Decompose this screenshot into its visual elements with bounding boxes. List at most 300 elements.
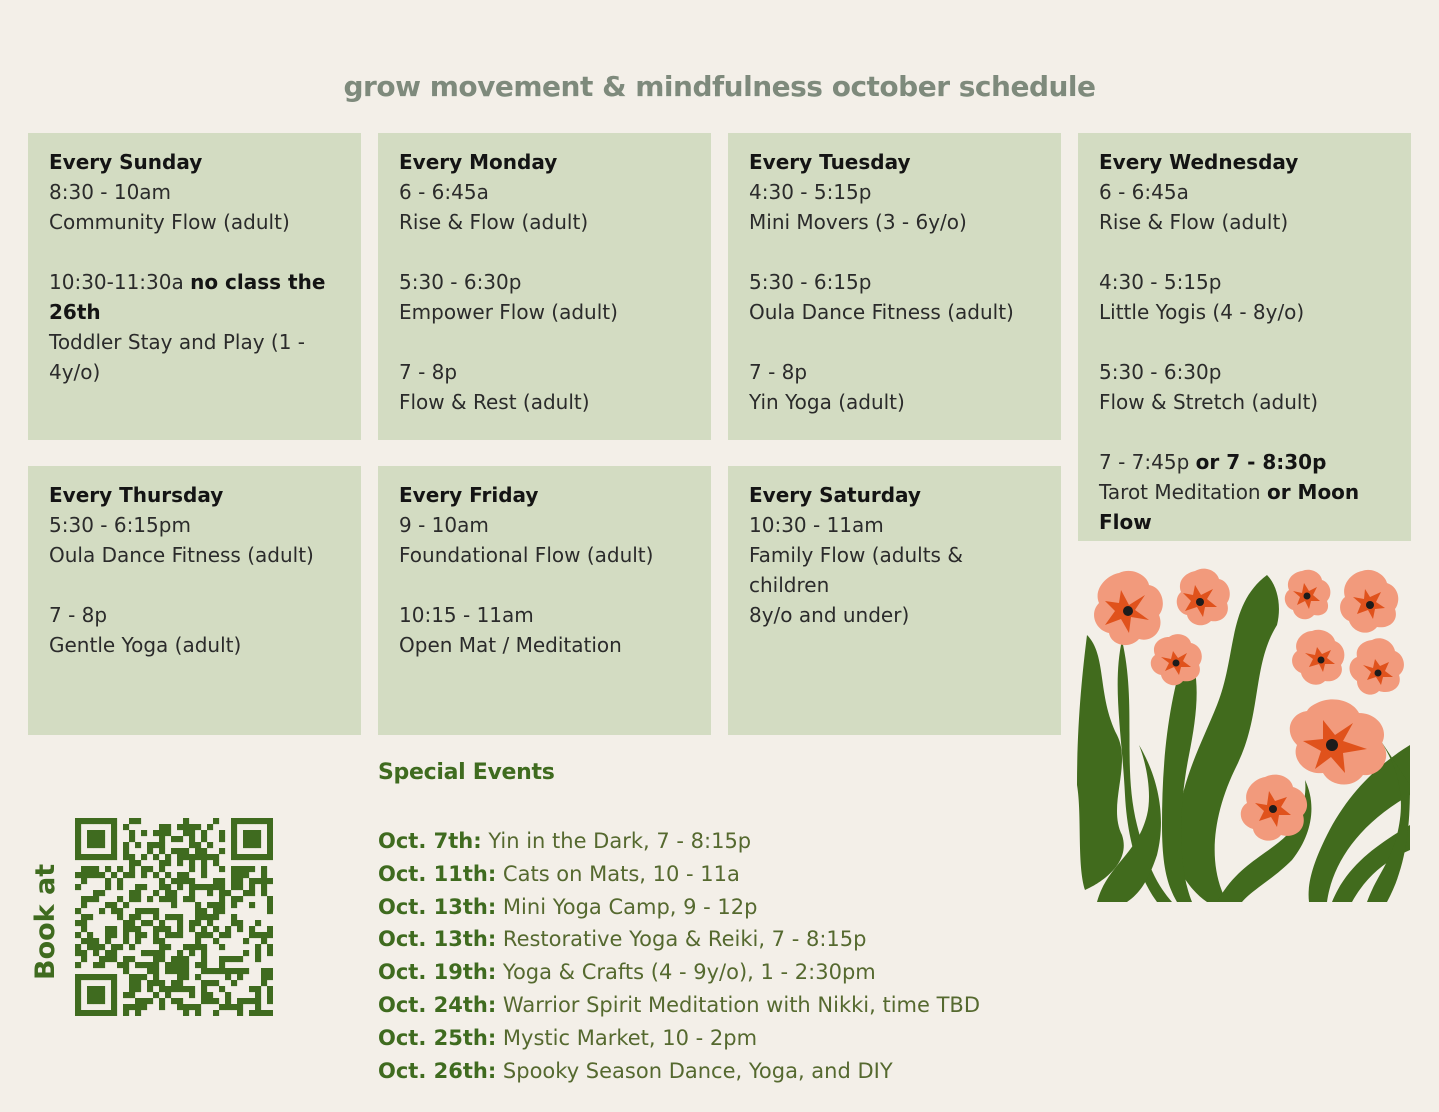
qr-module	[231, 968, 237, 974]
qr-module	[207, 914, 213, 920]
qr-module	[93, 950, 99, 956]
qr-module	[135, 962, 141, 968]
qr-module	[165, 932, 171, 938]
event-item	[378, 989, 980, 1022]
qr-module	[219, 1004, 225, 1010]
qr-module	[201, 848, 207, 854]
qr-module	[81, 902, 87, 908]
qr-module	[129, 992, 135, 998]
qr-module	[165, 860, 171, 866]
schedule-text: 10:30-11:30a	[49, 270, 191, 294]
qr-module	[141, 998, 147, 1004]
qr-module	[201, 968, 207, 974]
schedule-text: Tarot Meditation	[1099, 480, 1267, 504]
qr-module	[237, 818, 243, 824]
qr-module	[195, 842, 201, 848]
qr-module	[237, 872, 243, 878]
qr-module	[249, 854, 255, 860]
qr-code-icon[interactable]	[75, 818, 273, 1016]
qr-module	[225, 956, 231, 962]
qr-module	[213, 884, 219, 890]
qr-module	[207, 854, 213, 860]
qr-module	[75, 824, 81, 830]
schedule-line	[399, 510, 691, 540]
qr-module	[177, 962, 183, 968]
qr-module	[267, 842, 273, 848]
qr-module	[105, 902, 111, 908]
schedule-text: 9 - 10am	[399, 513, 489, 537]
qr-module	[87, 830, 93, 836]
schedule-text: 5:30 - 6:30p	[399, 270, 522, 294]
qr-module	[159, 944, 165, 950]
qr-module	[141, 1004, 147, 1010]
qr-module	[195, 854, 201, 860]
qr-module	[219, 962, 225, 968]
qr-module	[135, 998, 141, 1004]
qr-module	[261, 968, 267, 974]
qr-module	[153, 932, 159, 938]
qr-module	[267, 836, 273, 842]
qr-module	[201, 884, 207, 890]
day-heading: Every Friday	[399, 483, 539, 507]
qr-module	[243, 950, 249, 956]
event-item	[378, 1055, 980, 1088]
qr-module	[195, 920, 201, 926]
qr-module	[87, 842, 93, 848]
qr-module	[147, 896, 153, 902]
qr-module	[147, 842, 153, 848]
qr-module	[249, 866, 255, 872]
qr-module	[231, 878, 237, 884]
qr-module	[123, 938, 129, 944]
qr-module	[201, 950, 207, 956]
qr-module	[219, 932, 225, 938]
qr-module	[135, 818, 141, 824]
qr-module	[123, 872, 129, 878]
qr-module	[165, 926, 171, 932]
qr-module	[147, 866, 153, 872]
qr-module	[183, 968, 189, 974]
qr-module	[135, 974, 141, 980]
qr-module	[249, 830, 255, 836]
qr-module	[159, 980, 165, 986]
qr-module	[267, 902, 273, 908]
qr-module	[159, 878, 165, 884]
qr-module	[171, 914, 177, 920]
event-date: Oct. 26th:	[378, 1058, 497, 1083]
qr-module	[141, 908, 147, 914]
qr-module	[87, 914, 93, 920]
qr-module	[177, 914, 183, 920]
qr-module	[177, 824, 183, 830]
qr-module	[231, 980, 237, 986]
qr-module	[81, 974, 87, 980]
qr-module	[195, 938, 201, 944]
schedule-text: Rise & Flow (adult)	[1099, 210, 1289, 234]
qr-module	[213, 980, 219, 986]
qr-module	[249, 932, 255, 938]
qr-module	[213, 854, 219, 860]
qr-module	[195, 1004, 201, 1010]
qr-module	[207, 998, 213, 1004]
schedule-text: Mini Movers (3 - 6y/o)	[749, 210, 967, 234]
qr-module	[261, 854, 267, 860]
qr-module	[165, 896, 171, 902]
event-text: Mini Yoga Camp, 9 - 12p	[496, 894, 758, 919]
qr-module	[159, 956, 165, 962]
qr-module	[189, 860, 195, 866]
qr-module	[129, 920, 135, 926]
qr-module	[189, 944, 195, 950]
qr-module	[195, 962, 201, 968]
event-date: Oct. 25th:	[378, 1025, 497, 1050]
qr-module	[75, 908, 81, 914]
qr-module	[81, 818, 87, 824]
qr-module	[243, 836, 249, 842]
qr-module	[183, 818, 189, 824]
event-text: Cats on Mats, 10 - 11a	[496, 861, 740, 886]
qr-module	[99, 830, 105, 836]
qr-module	[111, 998, 117, 1004]
qr-module	[267, 878, 273, 884]
qr-module	[105, 974, 111, 980]
qr-module	[201, 926, 207, 932]
event-text: Warrior Spirit Meditation with Nikki, time TBD	[496, 992, 980, 1017]
qr-module	[177, 860, 183, 866]
qr-module	[177, 950, 183, 956]
qr-module	[237, 998, 243, 1004]
qr-module	[117, 944, 123, 950]
qr-module	[255, 836, 261, 842]
qr-module	[177, 878, 183, 884]
event-date: Oct. 13th:	[378, 894, 497, 919]
qr-module	[111, 944, 117, 950]
qr-module	[261, 884, 267, 890]
qr-module	[237, 926, 243, 932]
qr-module	[165, 992, 171, 998]
schedule-text: Rise & Flow (adult)	[399, 210, 589, 234]
qr-module	[135, 860, 141, 866]
qr-module	[249, 878, 255, 884]
qr-module	[153, 926, 159, 932]
qr-module	[201, 992, 207, 998]
qr-module	[231, 956, 237, 962]
qr-module	[189, 842, 195, 848]
qr-module	[75, 992, 81, 998]
day-card-sunday	[28, 133, 361, 440]
qr-module	[141, 920, 147, 926]
qr-module	[201, 944, 207, 950]
qr-module	[159, 998, 165, 1004]
schedule-line	[49, 177, 341, 207]
qr-module	[243, 998, 249, 1004]
qr-module	[129, 836, 135, 842]
qr-module	[189, 884, 195, 890]
qr-module	[249, 842, 255, 848]
qr-module	[189, 854, 195, 860]
qr-module	[207, 980, 213, 986]
qr-module	[267, 830, 273, 836]
qr-module	[75, 818, 81, 824]
qr-module	[87, 896, 93, 902]
qr-module	[189, 890, 195, 896]
qr-module	[243, 842, 249, 848]
qr-module	[147, 986, 153, 992]
qr-module	[189, 866, 195, 872]
qr-module	[153, 908, 159, 914]
qr-module	[237, 1004, 243, 1010]
qr-module	[153, 950, 159, 956]
qr-module	[159, 836, 165, 842]
day-heading: Every Monday	[399, 150, 558, 174]
qr-module	[171, 932, 177, 938]
spacer	[749, 327, 1041, 357]
qr-module	[159, 1004, 165, 1010]
qr-module	[183, 944, 189, 950]
qr-module	[207, 824, 213, 830]
special-events-title: Special Events	[378, 760, 555, 785]
qr-module	[267, 968, 273, 974]
event-text: Yin in the Dark, 7 - 8:15p	[481, 829, 752, 853]
schedule-text: 4:30 - 5:15p	[1099, 270, 1222, 294]
schedule-text: 7 - 8p	[49, 603, 108, 627]
qr-module	[129, 980, 135, 986]
qr-module	[93, 992, 99, 998]
qr-module	[243, 866, 249, 872]
qr-module	[87, 872, 93, 878]
qr-module	[201, 866, 207, 872]
qr-module	[177, 932, 183, 938]
schedule-line	[399, 387, 691, 417]
qr-module	[105, 878, 111, 884]
schedule-line	[399, 297, 691, 327]
schedule-line	[749, 267, 1041, 297]
qr-module	[75, 884, 81, 890]
qr-module	[213, 818, 219, 824]
event-text: Yoga & Crafts (4 - 9y/o), 1 - 2:30pm	[496, 960, 876, 985]
qr-module	[267, 998, 273, 1004]
qr-module	[219, 986, 225, 992]
qr-module	[165, 884, 171, 890]
qr-module	[135, 890, 141, 896]
qr-module	[135, 908, 141, 914]
qr-module	[189, 986, 195, 992]
qr-module	[255, 998, 261, 1004]
page-title: grow movement & mindfulness october schedule	[343, 70, 1096, 103]
schedule-text: 10:30 - 11am	[749, 513, 884, 537]
event-item	[378, 956, 980, 989]
qr-module	[171, 980, 177, 986]
schedule-line	[399, 267, 691, 297]
qr-module	[153, 914, 159, 920]
spacer	[399, 237, 691, 267]
qr-module	[93, 818, 99, 824]
qr-module	[219, 830, 225, 836]
qr-module	[153, 830, 159, 836]
qr-module	[81, 1010, 87, 1016]
qr-module	[225, 992, 231, 998]
qr-module	[99, 836, 105, 842]
qr-module	[267, 818, 273, 824]
qr-module	[159, 848, 165, 854]
qr-module	[93, 866, 99, 872]
schedule-text: 6 - 6:45a	[399, 180, 489, 204]
schedule-text: Family Flow (adults & children	[749, 543, 963, 597]
qr-module	[177, 1004, 183, 1010]
qr-module	[201, 980, 207, 986]
qr-module	[141, 950, 147, 956]
qr-module	[225, 1004, 231, 1010]
qr-module	[207, 992, 213, 998]
qr-module	[177, 968, 183, 974]
qr-module	[111, 872, 117, 878]
qr-module	[123, 992, 129, 998]
qr-module	[201, 872, 207, 878]
spacer	[1099, 417, 1391, 447]
qr-module	[177, 836, 183, 842]
event-date: Oct. 24th:	[378, 992, 497, 1017]
schedule-line	[49, 630, 341, 660]
qr-module	[105, 818, 111, 824]
qr-module	[165, 986, 171, 992]
qr-module	[267, 986, 273, 992]
qr-module	[183, 896, 189, 902]
schedule-line	[749, 540, 1041, 600]
qr-module	[153, 962, 159, 968]
qr-module	[87, 944, 93, 950]
qr-module	[135, 1010, 141, 1016]
qr-module	[255, 830, 261, 836]
qr-module	[267, 950, 273, 956]
qr-module	[87, 974, 93, 980]
qr-module	[177, 956, 183, 962]
qr-module	[255, 878, 261, 884]
qr-module	[225, 974, 231, 980]
qr-module	[243, 818, 249, 824]
qr-module	[93, 986, 99, 992]
qr-module	[249, 1010, 255, 1016]
qr-module	[153, 890, 159, 896]
qr-module	[237, 974, 243, 980]
qr-module	[255, 956, 261, 962]
qr-module	[99, 986, 105, 992]
qr-module	[93, 974, 99, 980]
qr-module	[75, 962, 81, 968]
qr-module	[135, 980, 141, 986]
qr-module	[243, 830, 249, 836]
qr-module	[225, 968, 231, 974]
qr-module	[159, 938, 165, 944]
qr-module	[219, 968, 225, 974]
poppy-flowers-icon	[1077, 565, 1410, 902]
qr-module	[177, 920, 183, 926]
day-heading: Every Wednesday	[1099, 150, 1299, 174]
qr-module	[105, 938, 111, 944]
qr-module	[237, 866, 243, 872]
qr-module	[75, 980, 81, 986]
qr-module	[129, 986, 135, 992]
qr-module	[159, 926, 165, 932]
qr-module	[255, 944, 261, 950]
qr-module	[75, 1004, 81, 1010]
qr-module	[219, 896, 225, 902]
event-item	[378, 923, 980, 956]
qr-module	[201, 956, 207, 962]
qr-module	[75, 974, 81, 980]
qr-module	[123, 902, 129, 908]
qr-module	[129, 890, 135, 896]
special-events-list	[378, 825, 980, 1087]
qr-module	[201, 986, 207, 992]
qr-module	[111, 842, 117, 848]
qr-module	[237, 878, 243, 884]
qr-module	[99, 974, 105, 980]
event-text: Restorative Yoga & Reiki, 7 - 8:15p	[496, 927, 867, 952]
qr-module	[237, 920, 243, 926]
qr-module	[159, 830, 165, 836]
qr-module	[225, 926, 231, 932]
qr-module	[255, 1010, 261, 1016]
qr-module	[171, 962, 177, 968]
qr-module	[201, 836, 207, 842]
qr-module	[147, 980, 153, 986]
qr-module	[255, 818, 261, 824]
qr-module	[171, 902, 177, 908]
qr-module	[195, 914, 201, 920]
qr-module	[255, 932, 261, 938]
qr-module	[99, 890, 105, 896]
qr-module	[231, 914, 237, 920]
qr-module	[99, 842, 105, 848]
qr-module	[231, 884, 237, 890]
schedule-note: or 7 - 8:30p	[1195, 450, 1327, 474]
qr-module	[75, 830, 81, 836]
qr-module	[261, 866, 267, 872]
qr-module	[93, 1010, 99, 1016]
qr-module	[123, 824, 129, 830]
qr-module	[111, 908, 117, 914]
qr-module	[213, 938, 219, 944]
qr-module	[117, 878, 123, 884]
qr-module	[231, 842, 237, 848]
qr-module	[123, 842, 129, 848]
qr-module	[207, 842, 213, 848]
day-heading: Every Sunday	[49, 150, 203, 174]
qr-module	[177, 872, 183, 878]
qr-module	[135, 842, 141, 848]
event-item	[378, 891, 980, 924]
qr-module	[267, 1010, 273, 1016]
qr-module	[195, 902, 201, 908]
qr-module	[213, 998, 219, 1004]
qr-module	[249, 986, 255, 992]
qr-module	[111, 992, 117, 998]
qr-module	[99, 1010, 105, 1016]
qr-module	[147, 950, 153, 956]
qr-module	[231, 848, 237, 854]
qr-module	[219, 866, 225, 872]
qr-module	[111, 956, 117, 962]
schedule-line	[49, 600, 341, 630]
qr-module	[231, 902, 237, 908]
qr-module	[189, 920, 195, 926]
qr-module	[129, 944, 135, 950]
qr-module	[123, 920, 129, 926]
qr-module	[111, 836, 117, 842]
qr-module	[183, 854, 189, 860]
qr-module	[141, 884, 147, 890]
qr-module	[147, 968, 153, 974]
